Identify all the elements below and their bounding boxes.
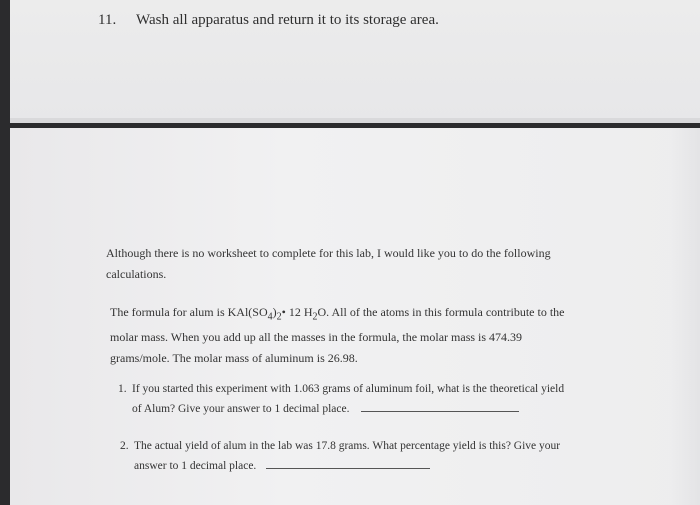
question-2-number: 2. xyxy=(120,440,129,452)
formula-text-c: • 12 H xyxy=(281,305,313,319)
question-2 xyxy=(120,436,600,476)
answer-blank-2[interactable] xyxy=(266,458,430,469)
lighting-shade xyxy=(670,128,700,505)
procedure-step xyxy=(98,12,439,29)
formula-paragraph xyxy=(110,302,605,369)
formula-line-1 xyxy=(110,302,605,327)
step-number: 11. xyxy=(98,12,117,28)
intro-line-1: Although there is no worksheet to complete for this lab, I would like you to do the following xyxy=(106,246,551,260)
formula-line-3: grams/mole. The molar mass of aluminum is 26.98. xyxy=(110,351,358,366)
formula-text-b: ) xyxy=(272,305,277,319)
formula-line-2: molar mass. When you add up all the masses in the formula, the molar mass is 474.39 xyxy=(110,330,523,345)
intro-paragraph xyxy=(106,243,606,285)
page-edge-divider xyxy=(10,118,700,123)
previous-page-section xyxy=(10,0,700,120)
formula-text-d: O. All of the atoms in this formula contribute to the xyxy=(317,305,565,319)
step-text: Wash all apparatus and return it to its storage area. xyxy=(136,12,439,28)
formula-sub-sulfate: 4 xyxy=(267,311,273,323)
question-2-line-1: The actual yield of alum in the lab was 17.8 grams. What percentage yield is this? Give your xyxy=(134,440,561,452)
question-1-line-1: If you started this experiment with 1.063 grams of aluminum foil, what is the theoretical yield xyxy=(132,383,565,395)
question-1 xyxy=(118,379,618,419)
question-1-number: 1. xyxy=(118,383,127,395)
formula-sub-water: 2 xyxy=(312,311,318,323)
formula-text-a: The formula for alum is KAl(SO xyxy=(110,305,268,319)
question-1-line-2: of Alum? Give your answer to 1 decimal place. xyxy=(132,403,350,415)
formula-sub-count: 2 xyxy=(276,311,282,323)
question-2-line-2: answer to 1 decimal place. xyxy=(134,460,257,472)
answer-blank-1[interactable] xyxy=(361,401,519,412)
intro-line-2: calculations. xyxy=(106,267,167,281)
